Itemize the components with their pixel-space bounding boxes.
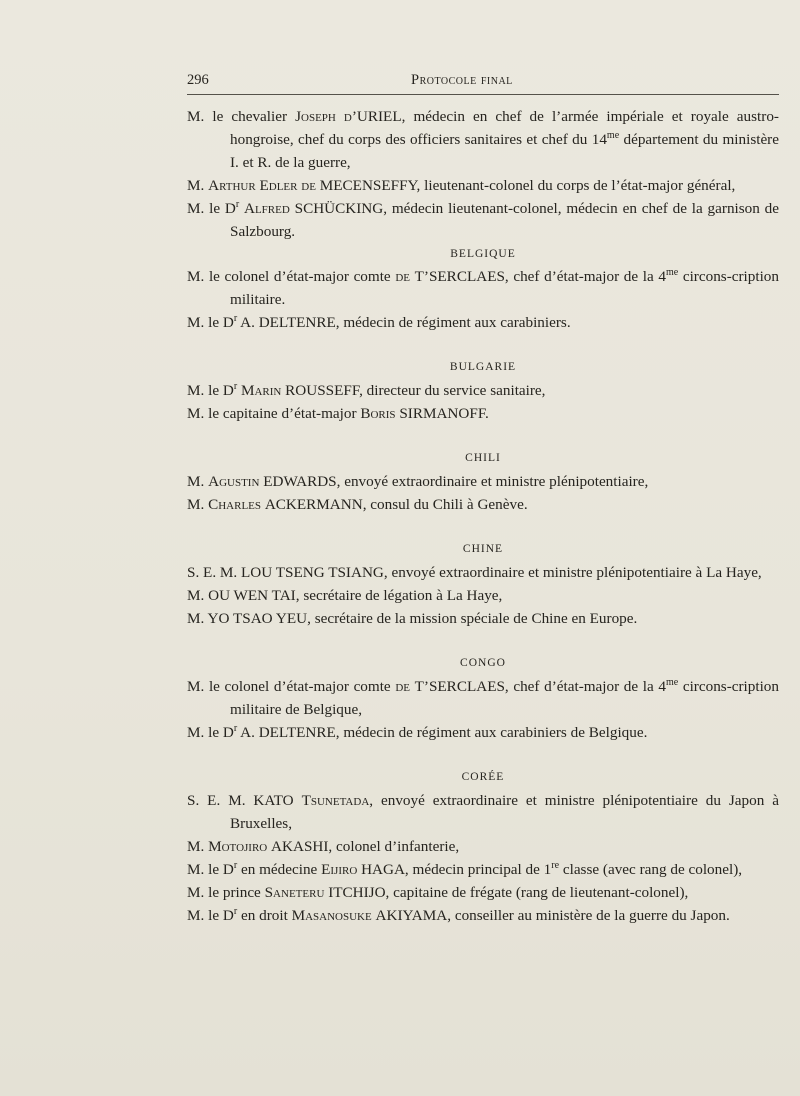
- section-heading: CONGO: [460, 657, 506, 669]
- given-name: Tsunetada: [301, 792, 370, 809]
- entry-text: HAGA, médecin principal de 1: [361, 861, 552, 878]
- superscript: r: [233, 722, 238, 734]
- superscript: me: [665, 266, 679, 278]
- delegate-entry: [187, 493, 779, 516]
- delegate-entry: [187, 721, 779, 744]
- entry-text: M.: [187, 177, 209, 194]
- given-name: Agustin: [208, 473, 264, 490]
- superscript: re: [551, 859, 560, 871]
- entry-text: T’SERCLAES, chef d’état-major de la 4: [414, 268, 666, 285]
- delegate-entry: [187, 835, 779, 858]
- delegate-entry: [187, 607, 779, 630]
- superscript: me: [606, 129, 620, 141]
- entry-text: M. le D: [187, 382, 234, 399]
- delegate-entry: [187, 858, 779, 881]
- entry-text: circons-cription militaire de Belgique,: [230, 678, 779, 718]
- running-title: Protocole final: [411, 72, 513, 88]
- given-name: de: [395, 268, 415, 285]
- entry-text: SCHÜCKING, médecin lieutenant-colonel, médecin en chef de la garnison de Salzbourg.: [230, 200, 779, 240]
- document-body: [187, 105, 779, 927]
- entry-text: AKASHI, colonel d’infanterie,: [271, 838, 460, 855]
- entry-text: A. DELTENRE, médecin de régiment aux carabiniers.: [237, 314, 571, 331]
- entry-text: ROUSSEFF, directeur du service sanitaire,: [285, 382, 546, 399]
- entry-text: M.: [187, 838, 209, 855]
- given-name: Motojiro: [208, 838, 272, 855]
- section-heading: CHINE: [462, 543, 504, 555]
- page-number: 296: [187, 72, 209, 88]
- delegate-entry: [187, 174, 779, 197]
- entry-text: M.: [187, 473, 209, 490]
- entry-text: classe (avec rang de colonel),: [559, 861, 743, 878]
- entry-text: EDWARDS, envoyé extraordinaire et ministre plénipotentiaire,: [263, 473, 649, 490]
- delegate-entry: [187, 470, 779, 493]
- given-name: Masanosuke: [291, 907, 376, 924]
- delegate-entry: [187, 379, 779, 402]
- delegate-entry: [187, 904, 779, 927]
- superscript: me: [665, 676, 679, 688]
- delegate-entry: [187, 675, 779, 721]
- entry-text: M. le colonel d’état-major comte: [187, 268, 396, 285]
- given-name: Arthur Edler de: [208, 177, 320, 194]
- entry-text: MECENSEFFY, lieutenant-colonel du corps de l’état-major général,: [319, 177, 736, 194]
- delegate-entry: [187, 402, 779, 425]
- entry-text: M. YO TSAO YEU, secrétaire de la mission spéciale de Chine en Europe.: [187, 610, 638, 627]
- entry-text: URIEL, médecin en chef de l’armée impériale et royale austro-hongroise, chef du corps des officiers sanitaires et chef du 14: [230, 108, 779, 148]
- entry-text: M. le D: [187, 724, 234, 741]
- entry-text: A. DELTENRE, médecin de régiment aux carabiniers de Belgique.: [237, 724, 648, 741]
- entry-text: M. le capitaine d’état-major: [187, 405, 361, 422]
- superscript: r: [233, 859, 238, 871]
- entry-text: département du ministère I. et R. de la guerre,: [230, 131, 779, 171]
- entry-text: M. le D: [187, 200, 236, 217]
- superscript: r: [235, 198, 240, 210]
- delegate-entry: [187, 584, 779, 607]
- delegate-entry: [187, 789, 779, 835]
- entry-text: M. le chevalier: [187, 108, 296, 125]
- header-rule: [187, 94, 779, 95]
- entry-text: en médecine: [237, 861, 322, 878]
- entry-text: ITCHIJO, capitaine de frégate (rang de lieutenant-colonel),: [328, 884, 689, 901]
- entry-text: S. E. M. KATO: [187, 792, 302, 809]
- delegate-entry: [187, 105, 779, 174]
- entry-text: M. le colonel d’état-major comte: [187, 678, 396, 695]
- entry-text: circons-cription militaire.: [230, 268, 779, 308]
- entry-text: S. E. M. LOU TSENG TSIANG, envoyé extraordinaire et ministre plénipotentiaire à La Haye,: [187, 564, 762, 581]
- delegate-entry: [187, 311, 779, 334]
- entry-text: , envoyé extraordinaire et ministre plénipotentiaire du Japon à Bruxelles,: [230, 792, 779, 832]
- given-name: Eijiro: [321, 861, 362, 878]
- section-heading: BULGARIE: [449, 361, 517, 373]
- section-heading: BELGIQUE: [450, 248, 516, 260]
- given-name: Charles: [208, 496, 265, 513]
- entry-text: M. le D: [187, 861, 234, 878]
- given-name: Marin: [240, 382, 286, 399]
- entry-text: M.: [187, 496, 209, 513]
- section-heading: CHILI: [465, 452, 501, 464]
- given-name: Boris: [360, 405, 400, 422]
- given-name: de: [395, 678, 415, 695]
- page-header: [187, 72, 779, 94]
- given-name: Saneteru: [264, 884, 329, 901]
- superscript: r: [233, 380, 238, 392]
- entry-text: en droit: [237, 907, 292, 924]
- entry-text: M. OU WEN TAI, secrétaire de légation à La Haye,: [187, 587, 503, 604]
- entry-text: M. le D: [187, 314, 234, 331]
- superscript: r: [233, 312, 238, 324]
- entry-text: AKIYAMA, conseiller au ministère de la guerre du Japon.: [375, 907, 730, 924]
- given-name: Alfred: [244, 200, 295, 217]
- given-name: Joseph d’: [295, 108, 357, 125]
- section-heading: CORÉE: [461, 771, 505, 783]
- entry-text: ACKERMANN, consul du Chili à Genève.: [264, 496, 528, 513]
- entry-text: SIRMANOFF.: [399, 405, 489, 422]
- delegate-entry: [187, 265, 779, 311]
- entry-text: M. le prince: [187, 884, 265, 901]
- superscript: r: [233, 905, 238, 917]
- entry-text: T’SERCLAES, chef d’état-major de la 4: [414, 678, 666, 695]
- delegate-entry: [187, 881, 779, 904]
- entry-text: M. le D: [187, 907, 234, 924]
- delegate-entry: [187, 197, 779, 243]
- delegate-entry: [187, 561, 779, 584]
